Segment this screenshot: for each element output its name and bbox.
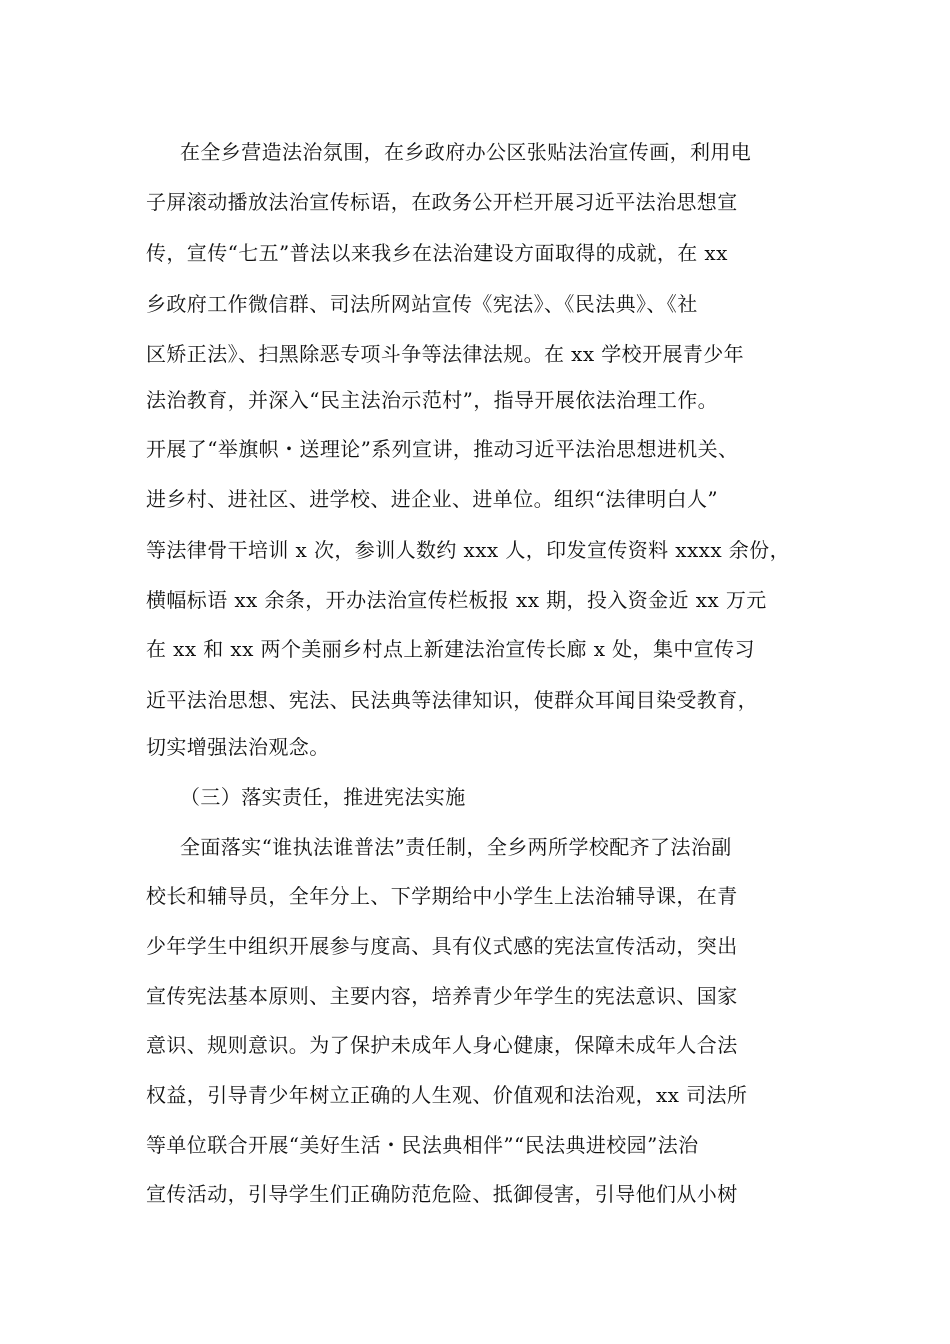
paragraph-line: 权益，引导青少年树立正确的人生观、价值观和法治观，xx 司法所 [146, 1083, 748, 1107]
paragraph-line: 进乡村、进社区、进学校、进企业、进单位。组织“法律明白人” [146, 487, 719, 511]
paragraph-line: 在 xx 和 xx 两个美丽乡村点上新建法治宣传长廊 x 处，集中宣传习 [146, 637, 755, 661]
paragraph-line: 开展了“举旗帜・送理论”系列宣讲，推动习近平法治思想进机关、 [146, 437, 739, 461]
paragraph-line: 近平法治思想、宪法、民法典等法律知识，使群众耳闻目染受教育， [146, 688, 758, 712]
paragraph-line: 等法律骨干培训 x 次，参训人数约 xxx 人，印发宣传资料 xxxx 余份， [146, 538, 790, 562]
paragraph-line: 传，宣传“七五”普法以来我乡在法治建设方面取得的成就，在 xx [146, 241, 728, 265]
paragraph-line: 少年学生中组织开展参与度高、具有仪式感的宪法宣传活动，突出 [146, 934, 738, 958]
paragraph-line: 乡政府工作微信群、司法所网站宣传《宪法》、《民法典》、《社 [146, 292, 698, 316]
paragraph-line: 宣传宪法基本原则、主要内容，培养青少年学生的宪法意识、国家 [146, 984, 738, 1008]
paragraph-line: 宣传活动，引导学生们正确防范危险、抵御侵害，引导他们从小树 [146, 1182, 738, 1206]
paragraph-line: 校长和辅导员，全年分上、下学期给中小学生上法治辅导课，在青 [146, 884, 738, 908]
paragraph-line: 切实增强法治观念。 [146, 735, 330, 759]
paragraph-line: 法治教育，并深入“民主法治示范村”，指导开展依法治理工作。 [146, 388, 719, 412]
paragraph-line: 在全乡营造法治氛围，在乡政府办公区张贴法治宣传画，利用电 [180, 140, 752, 164]
paragraph-line: 等单位联合开展“美好生活・民法典相伴”“民法典进校园”法治 [146, 1133, 699, 1157]
paragraph-line: 横幅标语 xx 余条，开办法治宣传栏板报 xx 期，投入资金近 xx 万元 [146, 588, 767, 612]
paragraph-line: 全面落实“谁执法谁普法”责任制，全乡两所学校配齐了法治副 [180, 835, 732, 859]
paragraph-line: 区矫正法》、扫黑除恶专项斗争等法律法规。在 xx 学校开展青少年 [146, 342, 745, 366]
paragraph-line: 意识、规则意识。为了保护未成年人身心健康，保障未成年人合法 [146, 1033, 738, 1057]
section-heading: （三）落实责任，推进宪法实施 [180, 785, 466, 809]
paragraph-line: 子屏滚动播放法治宣传标语，在政务公开栏开展习近平法治思想宣 [146, 190, 738, 214]
